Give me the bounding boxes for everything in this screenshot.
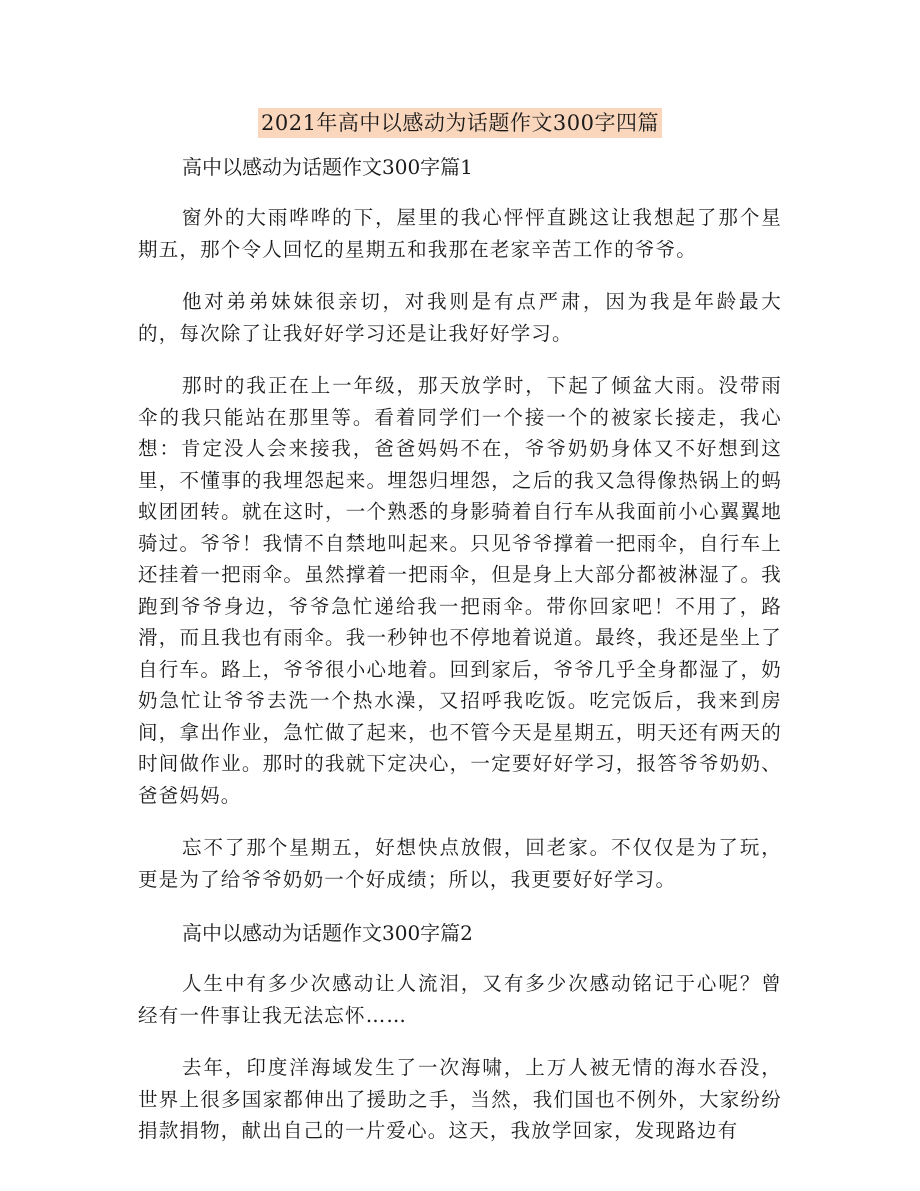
- paragraph: 人生中有多少次感动让人流泪，又有多少次感动铭记于心呢？曾经有一件事让我无法忘怀……: [138, 972, 782, 1027]
- document-body: [138, 150, 782, 1168]
- title-container: [0, 108, 920, 138]
- section-heading-2: 高中以感动为话题作文300字篇2: [182, 921, 473, 945]
- paragraph: 去年，印度洋海域发生了一次海啸，上万人被无情的海水吞没，世界上很多国家都伸出了援助之手，当然，我们国也不例外，大家纷纷捐款捐物，献出自己的一片爱心。这天，我放学回家，发现路边有: [138, 1056, 782, 1142]
- section-heading-1: 高中以感动为话题作文300字篇1: [182, 155, 473, 179]
- paragraph: 窗外的大雨哗哗的下，屋里的我心怦怦直跳这让我想起了那个星期五，那个令人回忆的星期五和我那在老家辛苦工作的爷爷。: [138, 206, 782, 261]
- document-title: 2021年高中以感动为话题作文300字四篇: [258, 108, 662, 138]
- paragraph: 忘不了那个星期五，好想快点放假，回老家。不仅仅是为了玩，更是为了给爷爷奶奶一个好成绩；所以，我更要好好学习。: [138, 836, 782, 891]
- paragraph: 他对弟弟妹妹很亲切，对我则是有点严肃，因为我是年龄最大的，每次除了让我好好学习还是让我好好学习。: [138, 290, 782, 345]
- paragraph: 那时的我正在上一年级，那天放学时，下起了倾盆大雨。没带雨伞的我只能站在那里等。看着同学们一个接一个的被家长接走，我心想：肯定没人会来接我，爸爸妈妈不在，爷爷奶奶身体又不好想到这里，不懂事的我埋怨起来。埋怨归埋怨，之后的我又急得像热锅上的蚂蚁团团转。就在这时，一个熟悉的身影骑着自行车从我面前小心翼翼地骑过。爷爷！我情不自禁地叫起来。只见爷爷撑着一把雨伞，自行车上还挂着一把雨伞。虽然撑着一把雨伞，但是身上大部分都被淋湿了。我跑到爷爷身边，爷爷急忙递给我一把雨伞。带你回家吧！不用了，路滑，而且我也有雨伞。我一秒钟也不停地着说道。最终，我还是坐上了自行车。路上，爷爷很小心地着。回到家后，爷爷几乎全身都湿了，奶奶急忙让爷爷去洗一个热水澡，又招呼我吃饭。吃完饭后，我来到房间，拿出作业，急忙做了起来，也不管今天是星期五，明天还有两天的时间做作业。那时的我就下定决心，一定要好好学习，报答爷爷奶奶、爸爸妈妈。: [138, 374, 782, 807]
